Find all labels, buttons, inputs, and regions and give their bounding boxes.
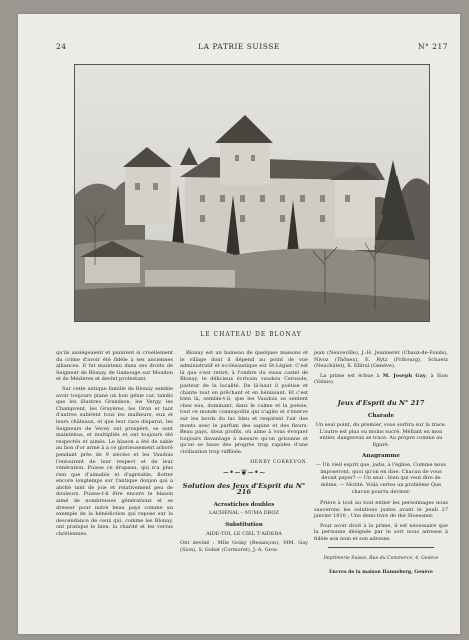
charade-heading: Charade [367, 412, 395, 419]
solvers-list-continued: jean (Neuveville), J.-H. Jeanneret (Chaux-de-Fonds), Nivoz (Thônex), E. Rytz (Fribourg), Schaetz (Neuchâtel), X. Elliral (Genève). [314, 350, 448, 370]
author-signature: HENRY CORREVON. [250, 459, 308, 465]
issue-number: N° 217 [417, 42, 448, 51]
magazine-title: LA PATRIE SUISSE [198, 42, 280, 51]
charade-text: Un seul point, du premier, vous sortira sur la trace. L'autre est plus ou moins sucré. Méfiant en mon entier, dangereux se trace. Au propre comme au figuré. [315, 422, 447, 448]
anagramme-heading: Anagramme [362, 452, 400, 459]
solvers-list: Ont deviné : Mlle Golay (Besançon), MM. Gay (Sion), S. Gobat (Cormoret), J.-A. Gros- [180, 540, 308, 553]
castle-photograph [74, 64, 430, 322]
rules-text-2: Pour avoir droit à la prime, il est nécessaire que la personne désignée par le sort nous adresse à fidèle son nom et son adresse. [314, 522, 448, 543]
col1-paragraph-2: Sur cette antique famille de Blonay semble avoir toujours plané un bon génie car, tandis que les illustres Grandson, les Vergy, les Champvent, les Gruyères, les Oron et tant d'autres subirent tous les malheurs, eux et leurs châteaux, et que leur race disparut, les Seigneurs de Vevey ont prospéré, se sont maintenus, et multipliés et ont toujours été respectés et aimés. Le blason a été de sable au lion d'or armé à a ce glorieusement arboré pendant près de 9 siècles et les Vaudois l'entourent de leur respect et de leur vénération. Puisse ce drapeau, qui n'a plus rien que d'aimable et d'agréable, flotter encore longtemps sur l'antique donjon qui a abrité tant de joie et relativement peu de douleurs. Puisse-t-il être encore le blason aimé de nombreuses générations et se dresser pour notre beau pays comme un exemple de la bénédiction qui repose sur la descendance de ceux qui, comme les Blonay, ont pratiqué le bien, la charité et les vertus chrétiennes. [56, 385, 173, 538]
ornament-divider: ~•~❦~•~ [222, 468, 266, 478]
magazine-page [18, 14, 460, 634]
page-number: 24 [56, 42, 67, 51]
divider-rule [328, 547, 434, 548]
acrostiches-answer: LACHENAL – NUMA DROZ [208, 510, 279, 517]
solution-title: Solution des Jeux d'Esprit du N° 216 [182, 481, 306, 497]
photo-caption: LE CHATEAU DE BLONAY [200, 331, 302, 338]
col2-paragraph-1: Blonay est un hameau de quelques maisons et le village dont il dépend au point de vue administratif et ecclésiastique est St-Légier. C'est là que s'est retiré, à l'ombre du vieux castel de Blonay, le délicieux écrivain vaudois Cerosole, pasteur de la localité. De là-haut il poétise et chante tout en prêchant et en bénissant. Et c'est bien là, semble-t-il, que les Vaudois se sentent chez eux, dominant, dans le calme et la poésie, tout ce monde cosmopolite qui s'agite et s'énerve sur les bords du lac bleu et respirent l'air des monts avec le parfum des sapins et des fleurs. Beau pays, doux profils, où aime à vous évoquer toujours davantage à mesure qu'on grisonne et qu'on se lasse des progrès trop rapides d'une civilisation trop raffinée. [180, 350, 308, 455]
printer-credit: Imprimerie Suisse, Rue du Commerce, 4, Genève [323, 555, 439, 561]
prize-winner: M. Joseph Gay [382, 372, 426, 379]
prize-pre: La prime est échue à [320, 372, 380, 379]
rules-text: Prière à tout au tout entier les personnages nous sauverons les solutions justes avant le jeudi 27 janvier 1910 ; Une demi-livre de thé Stoessner. [314, 500, 448, 520]
article-column-2 [180, 350, 308, 556]
anagramme-text: — Un vieil esprit que, jadis, à l'église, Comme nous imposeront, quoi qu'on en dise. Chacun de vous devait payer? — Un seul : bien qui veut dire de même, — Motité. Voilà certes un problème Que chacun pourra deviner. [315, 462, 447, 495]
article-column-3 [314, 350, 448, 577]
prize-post: , à Sion (Valais). [314, 372, 448, 386]
games-title: Jeux d'Esprit du N° 217 [337, 398, 425, 407]
substitution-heading: Substitution [225, 522, 263, 529]
article-column-1 [56, 350, 173, 541]
col1-paragraph-1: qu'ils assiégeaient et punirent si cruellement du crime d'avoir été fidèle à ses anciennes alliances. Il fut maintenu dans ses droits de Seigneur de Blonay, de Gamouge sur Moudon et de Mézières et devint protestant. [56, 350, 173, 383]
prize-notice [314, 373, 448, 386]
ink-credit: Encres de la maison Hanneberg, Genève [329, 570, 433, 576]
substitution-answer: AIDE-TOI, LE CIEL T'AIDERA [206, 530, 282, 537]
acrostiches-heading: Acrostiches doubles [213, 501, 275, 508]
